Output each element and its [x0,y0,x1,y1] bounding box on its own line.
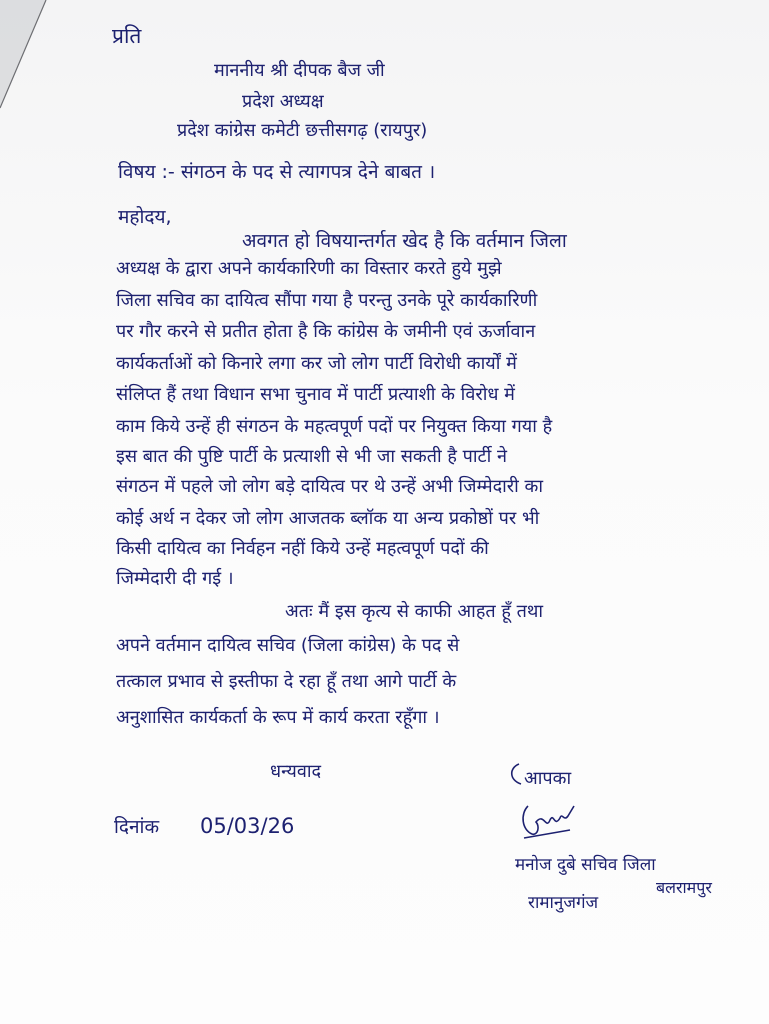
page-fold-shadow [0,0,60,110]
closing: आपका [524,768,572,789]
body-line-7: काम किये उन्हें ही संगठन के महत्वपूर्ण पदों पर नियुक्त किया गया है [116,416,553,437]
greeting: महोदय, [118,206,172,228]
body-line-15: तत्काल प्रभाव से इस्तीफा दे रहा हूँ तथा आगे पार्टी के [116,671,457,692]
body-line-14: अपने वर्तमान दायित्व सचिव (जिला कांग्रेस) के पद से [116,635,460,656]
body-line-2: अध्यक्ष के द्वारा अपने कार्यकारिणी का विस्तार करते हुये मुझे [116,258,502,279]
recipient-organization: प्रदेश कांग्रेस कमेटी छत्तीसगढ़ (रायपुर) [177,120,428,141]
sender-district: बलरामपुर [656,878,712,897]
thanks: धन्यवाद [270,761,322,782]
body-line-5: कार्यकर्ताओं को किनारे लगा कर जो लोग पार्टी विरोधी कार्यों में [116,353,517,374]
body-line-13: अतः मैं इस कृत्य से काफी आहत हूँ तथा [285,601,544,622]
subject-line: विषय :- संगठन के पद से त्यागपत्र देने बाबत । [118,161,436,183]
recipient-designation: प्रदेश अध्यक्ष [242,91,324,112]
closing-hook-mark [505,762,525,786]
recipient-name: माननीय श्री दीपक बैज जी [214,60,385,81]
date-label: दिनांक [114,816,160,838]
body-line-9: संगठन में पहले जो लोग बड़े दायित्व पर थे उन्हें अभी जिम्मेदारी का [116,476,544,497]
body-line-11: किसी दायित्व का निर्वहन नहीं किये उन्हें महत्वपूर्ण पदों की [116,538,489,559]
salutation-to: प्रति [112,24,142,48]
body-line-4: पर गौर करने से प्रतीत होता है कि कांग्रेस के जमीनी एवं ऊर्जावान [116,321,536,342]
signature-scribble [518,800,578,844]
body-line-16: अनुशासित कार्यकर्ता के रूप में कार्य करता रहूँगा । [116,707,440,728]
sender-place: रामानुजगंज [528,893,599,913]
body-line-12: जिम्मेदारी दी गई । [116,568,234,589]
body-line-6: संलिप्त हैं तथा विधान सभा चुनाव में पार्टी प्रत्याशी के विरोध में [116,384,515,405]
sender-name: मनोज दुबे सचिव जिला [515,855,656,875]
date-value: 05/03/26 [200,814,295,838]
body-line-1: अवगत हो विषयान्तर्गत खेद है कि वर्तमान जिला [242,230,567,252]
body-line-10: कोई अर्थ न देकर जो लोग आजतक ब्लॉक या अन्य प्रकोष्ठों पर भी [116,508,540,529]
body-line-3: जिला सचिव का दायित्व सौंपा गया है परन्तु उनके पूरे कार्यकारिणी [116,290,538,311]
body-line-8: इस बात की पुष्टि पार्टी के प्रत्याशी से भी जा सकती है पार्टी ने [116,446,507,467]
